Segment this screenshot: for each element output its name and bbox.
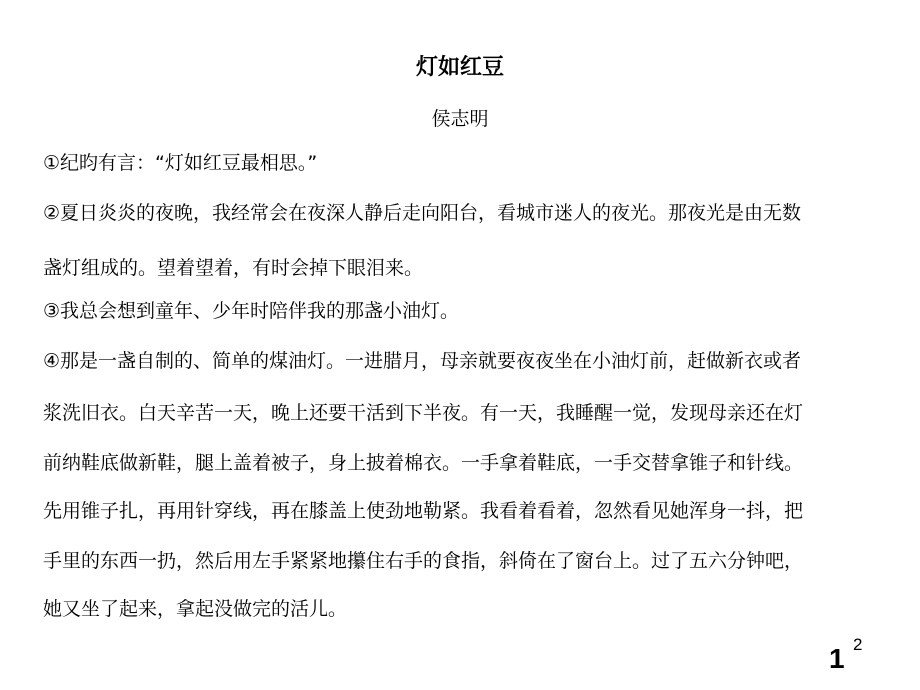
text-line: 浆洗旧衣。白天辛苦一天，晚上还要干活到下半夜。有一天，我睡醒一觉，发现母亲还在灯 (43, 402, 804, 424)
text-line: 前纳鞋底做新鞋，腿上盖着被子，身上披着棉衣。一手拿着鞋底，一手交替拿锥子和针线。 (43, 452, 804, 474)
document-title: 灯如红豆 (415, 55, 504, 80)
text-line: ④那是一盏自制的、简单的煤油灯。一进腊月，母亲就要夜夜坐在小油灯前，赶做新衣或者 (43, 350, 802, 372)
text-line: 她又坐了起来，拿起没做完的活儿。 (43, 598, 348, 620)
page-number-superscript: 2 (853, 635, 863, 654)
text-line: 先用锥子扎，再用针穿线，再在膝盖上使劲地勒紧。我看着看着，忽然看见她浑身一抖，把 (43, 500, 804, 522)
page-number: 1 (829, 643, 845, 674)
text-line: ③我总会想到童年、少年时陪伴我的那盏小油灯。 (43, 300, 460, 322)
text-line: 手里的东西一扔，然后用左手紧紧地攥住右手的食指，斜倚在了窗台上。过了五六分钟吧， (43, 550, 804, 572)
document-author: 侯志明 (431, 108, 489, 130)
text-line: ②夏日炎炎的夜晚，我经常会在夜深人静后走向阳台，看城市迷人的夜光。那夜光是由无数 (43, 202, 802, 224)
text-line: ①纪昀有言：“灯如红豆最相思。” (43, 152, 318, 174)
text-line: 盏灯组成的。望着望着，有时会掉下眼泪来。 (43, 257, 424, 279)
